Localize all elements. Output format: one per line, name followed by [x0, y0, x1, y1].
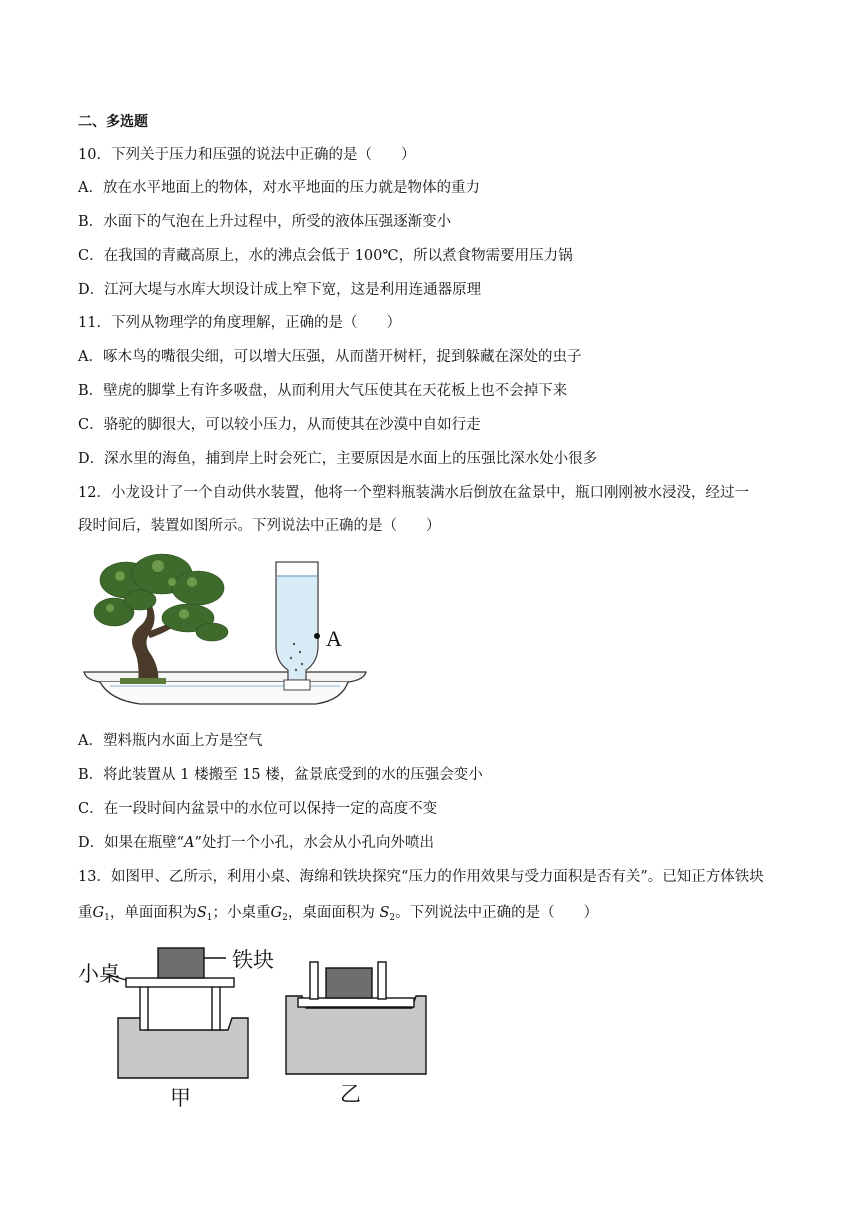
sponge-yi: [286, 996, 426, 1074]
question-10-option-a: A．放在水平地面上的物体，对水平地面的压力就是物体的重力: [78, 180, 480, 196]
point-a-label: A: [326, 626, 342, 651]
bonsai-water-supply-figure: [80, 552, 370, 712]
question-12-option-a: A．塑料瓶内水面上方是空气: [78, 733, 263, 749]
question-11-option-c: C．骆驼的脚很大，可以较小压力，从而使其在沙漠中自如行走: [78, 417, 481, 433]
label-jia: 甲: [170, 1086, 191, 1110]
question-12-option-d: D．如果在瓶壁“A”处打一个小孔，水会从小孔向外喷出: [78, 835, 434, 851]
bottle-water: [277, 576, 317, 679]
point-a-marker: [314, 633, 320, 639]
question-11-option-b: B．壁虎的脚掌上有许多吸盘，从而利用大气压使其在天花板上也不会掉下来: [78, 383, 568, 399]
diagram-yi: [286, 962, 426, 1074]
var-g2: G: [270, 905, 283, 921]
label-yi: 乙: [340, 1082, 361, 1106]
question-12-stem-line1: 12．小龙设计了一个自动供水装置，他将一个塑料瓶装满水后倒放在盆景中，瓶口刚刚被水浸没，经过一: [78, 485, 749, 501]
question-10-option-d: D．江河大堤与水库大坝设计成上窄下宽，这是利用连通器原理: [78, 282, 482, 298]
question-13-stem-line2: 重$G_1$，单面面积为$S_1$；小桌重$G_2$，桌面面积为 $S_2$。下列说法中正确的是（ ）: [78, 905, 599, 923]
question-11-option-d: D．深水里的海鱼，捕到岸上时会死亡，主要原因是水面上的压强比深水处小很多: [78, 451, 598, 467]
question-11-option-a: A．啄木鸟的嘴很尖细，可以增大压强，从而凿开树杆，捉到躲藏在深处的虫子: [78, 349, 582, 365]
var-s1: S: [196, 905, 207, 921]
question-10-option-c: C．在我国的青藏高原上，水的沸点会低于 100℃，所以煮食物需要用压力锅: [78, 248, 573, 264]
question-10-option-b: B．水面下的气泡在上升过程中，所受的液体压强逐渐变小: [78, 214, 452, 230]
tray-body: [100, 682, 348, 704]
iron-block-jia: [158, 948, 204, 978]
section-title: 二、多选题: [78, 114, 148, 130]
question-12-stem-line2: 段时间后，装置如图所示。下列说法中正确的是（ ）: [78, 518, 441, 534]
question-13-stem-line1: 13．如图甲、乙所示，利用小桌、海绵和铁块探究“压力的作用效果与受力面积是否有关”。已知正方体铁块: [78, 869, 764, 885]
table-leg-left-yi: [310, 962, 318, 999]
pressure-experiment-figure: [76, 940, 456, 1110]
diagram-jia: [106, 948, 248, 1078]
var-s2: S: [379, 905, 390, 921]
var-g1: G: [92, 905, 105, 921]
iron-block-yi: [326, 968, 372, 998]
table-leg-left-jia: [140, 986, 148, 1030]
var-a: A: [184, 835, 195, 851]
sponge-jia: [118, 1018, 248, 1078]
question-11-stem: 11．下列从物理学的角度理解，正确的是（ ）: [78, 315, 401, 331]
table-leg-right-jia: [212, 986, 220, 1030]
tabletop-jia: [126, 978, 234, 987]
table-leg-right-yi: [378, 962, 386, 999]
question-12-option-c: C．在一段时间内盆景中的水位可以保持一定的高度不变: [78, 801, 438, 817]
question-10-stem: 10．下列关于压力和压强的说法中正确的是（ ）: [78, 147, 416, 163]
label-iron-block: 铁块: [232, 948, 274, 972]
label-table: 小桌: [78, 962, 120, 986]
moss: [120, 678, 166, 684]
bottle-stand: [284, 680, 310, 690]
question-12-option-b: B．将此装置从 1 楼搬至 15 楼，盆景底受到的水的压强会变小: [78, 767, 483, 783]
